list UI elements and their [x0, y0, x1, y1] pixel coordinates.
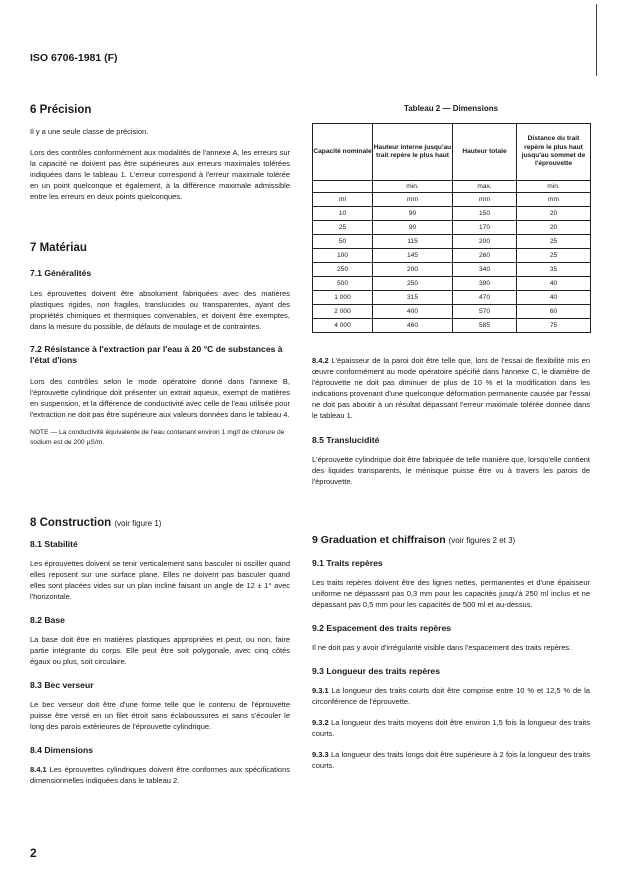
- table-cell: min.: [373, 181, 453, 193]
- table-cell: 115: [373, 235, 453, 249]
- section-8-4-2: [312, 355, 590, 487]
- table-cell: 25: [517, 249, 591, 263]
- table-units-row: [313, 193, 591, 207]
- table-cell: 145: [373, 249, 453, 263]
- table-cell: 200: [373, 263, 453, 277]
- table-row: [313, 305, 591, 319]
- table-row: [313, 277, 591, 291]
- table-cell: 570: [453, 305, 517, 319]
- section-9: [312, 534, 590, 771]
- section-8-1-text: Les éprouvettes doivent se tenir verticalement sans basculer ni osciller quand elles reposent sur une surface plane. Elles ne doivent pas basculer quand elles sont placées vides sur un plan incliné faisant un angle de 12 ± 1° avec l'horizontale.: [30, 559, 290, 601]
- section-9-3-2-body: La longueur des traits moyens doit être environ 1,5 fois la longueur des traits courts.: [312, 718, 590, 738]
- table-cell: 20: [517, 207, 591, 221]
- section-8-4-title: 8.4 Dimensions: [30, 745, 94, 755]
- table-cell: 25: [313, 221, 373, 235]
- section-9-title: [312, 534, 590, 546]
- section-9-2-text: Il ne doit pas y avoir d'irrégularité visible dans l'espacement des traits repères.: [312, 643, 572, 652]
- table-cell: 250: [373, 277, 453, 291]
- section-8-4-1-body: Les éprouvettes cylindriques doivent être conformes aux spécifications dimensionnelles indiquées dans le tableau 2.: [30, 765, 290, 785]
- section-8-2-text: La base doit être en matières plastiques appropriées et peut, ou non, faire partie intégrante du corps. Elle peut être soit polygonale, avec cinq côtés égaux ou plus, soit circulaire.: [30, 635, 290, 666]
- table-cell: 40: [517, 291, 591, 305]
- table-cell: 340: [453, 263, 517, 277]
- table-cell: mm: [373, 193, 453, 207]
- table-cell: 90: [373, 207, 453, 221]
- table-cell: [313, 181, 373, 193]
- table-cell: 200: [453, 235, 517, 249]
- table-header-cell: Hauteur interne jusqu'au trait repère le plus haut: [373, 124, 453, 181]
- table-row: [313, 235, 591, 249]
- section-8-title: [30, 517, 290, 529]
- section-9-figure-ref: (voir figures 2 et 3): [448, 536, 516, 545]
- section-9-3-2-text: [312, 717, 590, 739]
- section-8-4-2-body: L'épaisseur de la paroi doit être telle que, lors de l'essai de flexibilité mis en œuvre conformément au mode opératoire spécifié dans l'annexe C, le diamètre de l'éprouvette ne doit pas diminuer de plus de 10 % et la modification dans les indications provenant d'une quelconque déformation permanente causée par l'essai ne doit pas aboutir à un résultat dépassant l'erreur maximale tolérée donnée dans le tableau 1.: [312, 356, 591, 420]
- table-cell: 390: [453, 277, 517, 291]
- section-8-5-title: 8.5 Translucidité: [312, 435, 380, 445]
- table-cell: 400: [373, 305, 453, 319]
- section-9-1-title: 9.1 Traits repères: [312, 558, 383, 568]
- table-header-cell: Capacité nominale: [313, 124, 373, 181]
- section-7-2-title: 7.2 Résistance à l'extraction par l'eau à 20 °C de substances à l'état d'ions: [30, 344, 283, 365]
- section-8-4-1-number: 8.4.1: [30, 765, 47, 774]
- table-cell: 2 000: [313, 305, 373, 319]
- section-9-3-1-body: La longueur des traits courts doit être comprise entre 10 % et 12,5 % de la circonférence de l'éprouvette.: [312, 686, 590, 706]
- section-8-4-2-number: 8.4.2: [312, 356, 329, 365]
- section-6-para-1: Il y a une seule classe de précision.: [30, 127, 149, 136]
- section-9-3-3-text: [312, 749, 590, 771]
- section-9-3-1-text: [312, 685, 590, 707]
- section-6-title: 6 Précision: [30, 104, 92, 116]
- table-cell: 150: [453, 207, 517, 221]
- section-9-3-3-body: La longueur des traits longs doit être supérieure à 2 fois la longueur des traits courts.: [312, 750, 590, 770]
- table-cell: min.: [517, 181, 591, 193]
- section-6: [30, 104, 290, 202]
- dimensions-table: [312, 123, 591, 333]
- table-2-block: [312, 104, 590, 333]
- table-cell: 10: [313, 207, 373, 221]
- section-8-4-1-text: [30, 764, 290, 786]
- margin-rule: [596, 4, 597, 76]
- table-header-cell: Distance du trait repère le plus haut jusqu'au sommet de l'éprouvette: [517, 124, 591, 181]
- section-9-2-title: 9.2 Espacement des traits repères: [312, 623, 452, 633]
- section-8-3-title: 8.3 Bec verseur: [30, 680, 94, 690]
- table-cell: mm: [517, 193, 591, 207]
- section-8-4-2-text: [312, 355, 590, 421]
- table-row: [313, 221, 591, 235]
- section-9-3-2-number: 9.3.2: [312, 718, 329, 727]
- page-number: 2: [30, 846, 37, 860]
- section-8-3-text: Le bec verseur doit être d'une forme telle que le contenu de l'éprouvette puisse être versé en un filet étroit sans éclaboussures et sans s'écouler le long des parois extérieures de l'éprouvette cylindrique.: [30, 700, 290, 731]
- table-cell: 35: [517, 263, 591, 277]
- page-header: ISO 6706-1981 (F): [30, 52, 118, 64]
- section-9-1-text: Les traits repères doivent être des lignes nettes, permanentes et d'une épaisseur uniforme ne dépassant pas 0,3 mm pour les capacités jusqu'à 250 ml inclus et ne dépassant pas 0,5 mm pour les capacités de 500 ml et au-dessus.: [312, 578, 590, 609]
- section-7-1-text: Les éprouvettes doivent être absolument fabriquées avec des matières plastiques rigides, non fragiles, translucides ou transparentes, ayant des propriétés chimiques et thermiques convenables, et doivent être exemptes, dans la mesure du possible, de défauts de moulage et de contraintes.: [30, 289, 290, 331]
- table-cell: 25: [517, 235, 591, 249]
- table-2-caption: Tableau 2 — Dimensions: [403, 104, 499, 113]
- table-cell: max.: [453, 181, 517, 193]
- table-cell: 20: [517, 221, 591, 235]
- table-limits-row: [313, 181, 591, 193]
- section-7-2-note: NOTE — La conductivité équivalente de l'eau contenant environ 1 mg/l de chlorure de sodium est de 200 µS/m.: [30, 429, 285, 446]
- table-cell: 50: [313, 235, 373, 249]
- table-row: [313, 291, 591, 305]
- table-cell: 460: [373, 319, 453, 333]
- section-7-title: 7 Matériau: [30, 242, 87, 254]
- section-8-2-title: 8.2 Base: [30, 615, 65, 625]
- section-7: [30, 242, 290, 448]
- section-7-1-title: 7.1 Généralités: [30, 268, 92, 278]
- table-cell: 75: [517, 319, 591, 333]
- section-8: [30, 517, 290, 786]
- table-row: [313, 319, 591, 333]
- table-cell: 250: [313, 263, 373, 277]
- table-cell: 585: [453, 319, 517, 333]
- table-cell: 60: [517, 305, 591, 319]
- table-cell: 4 000: [313, 319, 373, 333]
- table-cell: mm: [453, 193, 517, 207]
- table-row: [313, 249, 591, 263]
- section-8-figure-ref: (voir figure 1): [114, 519, 162, 528]
- table-cell: 470: [453, 291, 517, 305]
- table-row: [313, 263, 591, 277]
- section-6-para-2: Lors des contrôles conformément aux modalités de l'annexe A, les erreurs sur la capacité ne doivent pas être supérieures aux erreurs maximales tolérées indiquées dans le tableau 1. L'erreur correspond à l'erreur maximale tolérée en un point quelconque et également, à la différence maximale admissible entre les erreurs en deux points quelconques.: [30, 148, 290, 201]
- table-header-cell: Hauteur totale: [453, 124, 517, 181]
- table-cell: ml: [313, 193, 373, 207]
- table-cell: 40: [517, 277, 591, 291]
- section-9-3-3-number: 9.3.3: [312, 750, 329, 759]
- table-cell: 315: [373, 291, 453, 305]
- section-8-1-title: 8.1 Stabilité: [30, 539, 78, 549]
- section-9-3-title: 9.3 Longueur des traits repères: [312, 666, 440, 676]
- section-9-3-1-number: 9.3.1: [312, 686, 329, 695]
- section-8-title-text: 8 Construction: [30, 517, 112, 529]
- section-8-5-text: L'éprouvette cylindrique doit être fabriquée de telle manière que, lorsqu'elle contient des liquides transparents, le ménisque puisse être vu à travers les parois de l'éprouvette.: [312, 455, 590, 486]
- section-9-title-text: 9 Graduation et chiffraison: [312, 534, 446, 546]
- table-cell: 1 000: [313, 291, 373, 305]
- section-7-2-text: Lors des contrôles selon le mode opératoire donné dans l'annexe B, l'éprouvette cylindrique doit présenter un extrait aqueux, exempt de matières en suspension, et la différence de conductivité avec celle de l'eau utilisée pour l'extraction ne doit pas être supérieure aux valeurs données dans le tableau 4.: [30, 377, 290, 419]
- table-cell: 90: [373, 221, 453, 235]
- table-cell: 100: [313, 249, 373, 263]
- table-cell: 170: [453, 221, 517, 235]
- table-row: [313, 207, 591, 221]
- table-cell: 260: [453, 249, 517, 263]
- table-header-row: [313, 124, 591, 181]
- table-cell: 500: [313, 277, 373, 291]
